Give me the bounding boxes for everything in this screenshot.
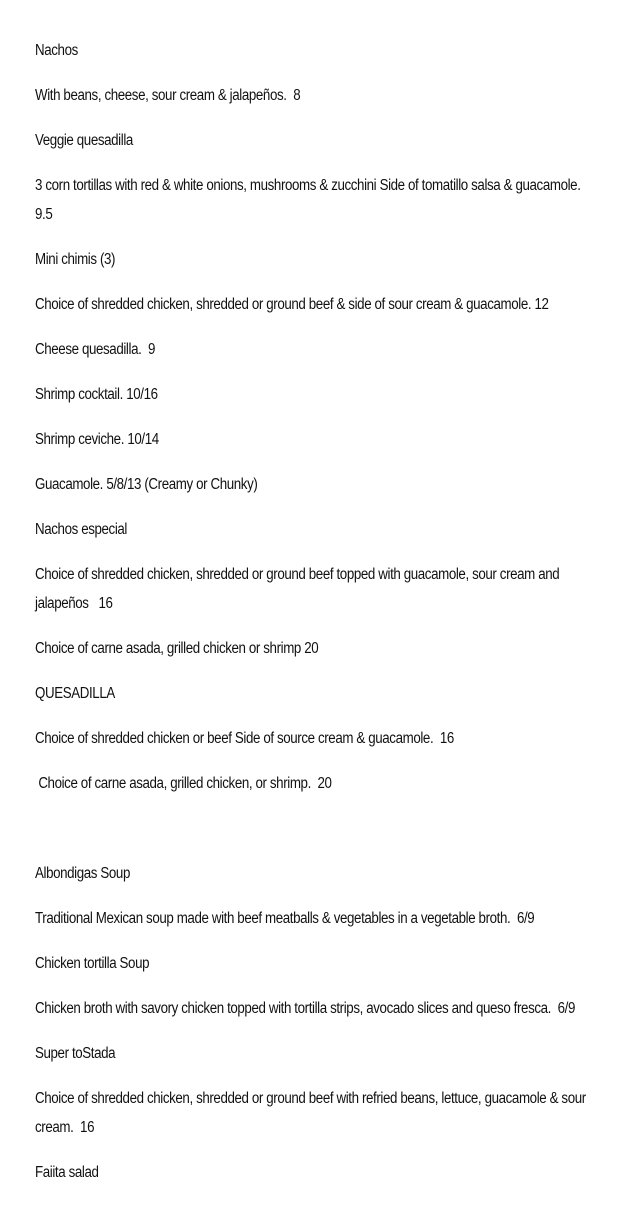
menu-item-title: Veggie quesadilla [35, 132, 133, 149]
menu-item-description: With beans, cheese, sour cream & jalapeños. 8 [35, 87, 301, 104]
menu-item-description: Choice of shredded chicken or beef Side of source cream & guacamole. 16 [35, 730, 454, 747]
menu-item-line: Shrimp ceviche. 10/14 [35, 431, 159, 448]
menu-item-description: 3 corn tortillas with red & white onions, mushrooms & zucchini Side of tomatillo salsa & guacamole. 9.5 [35, 177, 584, 223]
menu-item-description: Choice of shredded chicken, shredded or ground beef topped with guacamole, sour cream and jalapeños 16 [35, 566, 563, 612]
menu-item-title: QUESADILLA [35, 685, 115, 702]
menu-text [35, 36, 600, 1203]
menu-item-description: Choice of carne asada, grilled chicken or shrimp 20 [35, 640, 319, 657]
menu-item-title: Nachos especial [35, 521, 128, 538]
menu-item-description: Choice of carne asada, grilled chicken, or shrimp. 20 [35, 775, 332, 792]
menu-item-description: Chicken broth with savory chicken topped with tortilla strips, avocado slices and queso fresca. 6/9 [35, 1000, 575, 1017]
menu-item-title: Albondigas Soup [35, 865, 131, 882]
menu-item-line: Guacamole. 5/8/13 (Creamy or Chunky) [35, 476, 258, 493]
menu-item-line: Shrimp cocktail. 10/16 [35, 386, 158, 403]
menu-item-description: Choice of shredded chicken, shredded or ground beef with refried beans, lettuce, guacamole & sour cream. 16 [35, 1090, 590, 1136]
menu-item-title: Nachos [35, 42, 78, 59]
menu-item-description: Choice of shredded chicken, shredded or ground beef & side of sour cream & guacamole. 12 [35, 296, 549, 313]
menu-item-title: Faiita salad [35, 1164, 99, 1181]
menu-item-title: Mini chimis (3) [35, 251, 116, 268]
menu-item-title: Chicken tortilla Soup [35, 955, 150, 972]
menu-item-title: Super toStada [35, 1045, 116, 1062]
menu-item-description: Traditional Mexican soup made with beef meatballs & vegetables in a vegetable broth. 6/9 [35, 910, 535, 927]
menu-item-line: Cheese quesadilla. 9 [35, 341, 156, 358]
section-spacer [35, 814, 600, 859]
